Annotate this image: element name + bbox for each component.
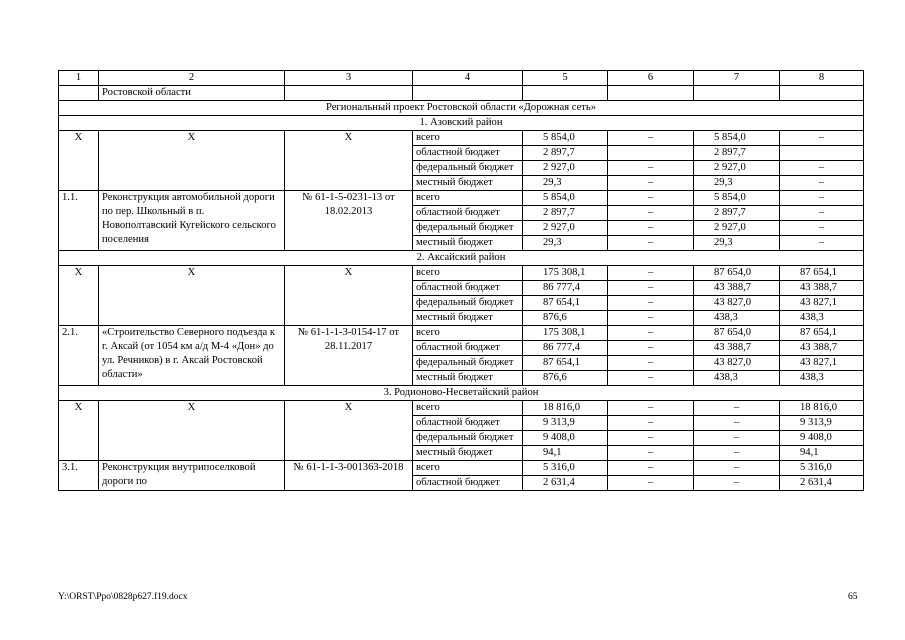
value-cell-col-5: 2 897,7 <box>523 146 608 161</box>
value-cell-col-7: 43 827,0 <box>694 356 780 371</box>
x-mark-cell-1: Х <box>59 131 99 191</box>
value-cell-col-7: – <box>694 446 780 461</box>
x-mark-cell-1: Х <box>59 266 99 326</box>
value-cell-col-8: 2 631,4 <box>780 476 864 491</box>
value-cell-col-8: 43 388,7 <box>780 341 864 356</box>
line-label: всего <box>413 326 523 341</box>
x-mark-cell-3: Х <box>285 266 413 326</box>
object-number: 3.1. <box>59 461 99 491</box>
value-cell-col-7: – <box>694 461 780 476</box>
value-cell-col-8: – <box>780 236 864 251</box>
empty-cell <box>523 86 608 101</box>
footer-file-path: Y:\ORST\Ppo\0828p627.f19.docx <box>58 592 188 602</box>
section-title: 3. Родионово-Несветайский район <box>59 386 864 401</box>
line-label: местный бюджет <box>413 176 523 191</box>
value-cell-col-6: – <box>608 416 694 431</box>
x-mark-cell-1: Х <box>59 401 99 461</box>
object-row <box>59 326 864 341</box>
column-number: 8 <box>780 71 864 86</box>
value-cell-col-8: 87 654,1 <box>780 326 864 341</box>
value-cell-col-8: – <box>780 206 864 221</box>
line-label: всего <box>413 191 523 206</box>
value-cell-col-6: – <box>608 296 694 311</box>
column-number: 1 <box>59 71 99 86</box>
line-label: федеральный бюджет <box>413 296 523 311</box>
section-title-row <box>59 386 864 401</box>
summary-row <box>59 401 864 416</box>
empty-cell <box>285 86 413 101</box>
value-cell-col-8: 43 827,1 <box>780 296 864 311</box>
value-cell-col-8 <box>780 146 864 161</box>
line-label: областной бюджет <box>413 416 523 431</box>
value-cell-col-7: 2 897,7 <box>694 146 780 161</box>
value-cell-col-5: 876,6 <box>523 371 608 386</box>
value-cell-col-8: 94,1 <box>780 446 864 461</box>
value-cell-col-5: 9 408,0 <box>523 431 608 446</box>
line-label: областной бюджет <box>413 341 523 356</box>
value-cell-col-7: 2 897,7 <box>694 206 780 221</box>
object-name: Реконструкция внутрипоселковой дороги по <box>99 461 285 491</box>
line-label: областной бюджет <box>413 146 523 161</box>
value-cell-col-5: 2 927,0 <box>523 221 608 236</box>
value-cell-col-7: 43 827,0 <box>694 296 780 311</box>
value-cell-col-7: 29,3 <box>694 176 780 191</box>
value-cell-col-5: 29,3 <box>523 176 608 191</box>
value-cell-col-5: 9 313,9 <box>523 416 608 431</box>
budget-table <box>58 70 864 491</box>
object-document: № 61-1-1-3-001363-2018 <box>285 461 413 491</box>
line-label: всего <box>413 131 523 146</box>
object-document: № 61-1-5-0231-13 от 18.02.2013 <box>285 191 413 251</box>
empty-cell <box>413 86 523 101</box>
object-row <box>59 461 864 476</box>
project-title: Региональный проект Ростовской области «Дорожная сеть» <box>59 101 864 116</box>
value-cell-col-7: 29,3 <box>694 236 780 251</box>
value-cell-col-8: 43 388,7 <box>780 281 864 296</box>
line-label: местный бюджет <box>413 371 523 386</box>
value-cell-col-6: – <box>608 371 694 386</box>
value-cell-col-6: – <box>608 191 694 206</box>
value-cell-col-6: – <box>608 356 694 371</box>
object-document: № 61-1-1-3-0154-17 от 28.11.2017 <box>285 326 413 386</box>
value-cell-col-5: 94,1 <box>523 446 608 461</box>
value-cell-col-5: 876,6 <box>523 311 608 326</box>
value-cell-col-8: 87 654,1 <box>780 266 864 281</box>
value-cell-col-5: 5 316,0 <box>523 461 608 476</box>
value-cell-col-5: 2 631,4 <box>523 476 608 491</box>
value-cell-col-8: – <box>780 176 864 191</box>
line-label: местный бюджет <box>413 236 523 251</box>
value-cell-col-5: 86 777,4 <box>523 281 608 296</box>
value-cell-col-6: – <box>608 446 694 461</box>
value-cell-col-5: 29,3 <box>523 236 608 251</box>
value-cell-col-7: 43 388,7 <box>694 281 780 296</box>
column-number: 2 <box>99 71 285 86</box>
value-cell-col-5: 2 927,0 <box>523 161 608 176</box>
value-cell-col-8: – <box>780 131 864 146</box>
value-cell-col-5: 5 854,0 <box>523 131 608 146</box>
value-cell-col-7: – <box>694 401 780 416</box>
column-number-row <box>59 71 864 86</box>
value-cell-col-6: – <box>608 326 694 341</box>
value-cell-col-6: – <box>608 476 694 491</box>
value-cell-col-8: – <box>780 191 864 206</box>
value-cell-col-5: 87 654,1 <box>523 296 608 311</box>
line-label: федеральный бюджет <box>413 431 523 446</box>
line-label: федеральный бюджет <box>413 356 523 371</box>
value-cell-col-5: 175 308,1 <box>523 326 608 341</box>
value-cell-col-6: – <box>608 161 694 176</box>
value-cell-col-5: 86 777,4 <box>523 341 608 356</box>
footer-page-number: 65 <box>848 592 858 602</box>
value-cell-col-6: – <box>608 266 694 281</box>
value-cell-col-6: – <box>608 341 694 356</box>
value-cell-col-7: 5 854,0 <box>694 131 780 146</box>
column-number: 5 <box>523 71 608 86</box>
value-cell-col-6: – <box>608 461 694 476</box>
line-label: областной бюджет <box>413 281 523 296</box>
value-cell-col-8: 9 313,9 <box>780 416 864 431</box>
column-number: 6 <box>608 71 694 86</box>
line-label: всего <box>413 401 523 416</box>
value-cell-col-6: – <box>608 221 694 236</box>
line-label: всего <box>413 266 523 281</box>
section-title: 1. Азовский район <box>59 116 864 131</box>
value-cell-col-8: – <box>780 161 864 176</box>
object-number: 1.1. <box>59 191 99 251</box>
line-label: областной бюджет <box>413 206 523 221</box>
value-cell-col-8: 438,3 <box>780 311 864 326</box>
value-cell-col-8: 438,3 <box>780 371 864 386</box>
value-cell-col-5: 5 854,0 <box>523 191 608 206</box>
value-cell-col-7: 87 654,0 <box>694 266 780 281</box>
value-cell-col-7: 438,3 <box>694 371 780 386</box>
value-cell-col-8: 9 408,0 <box>780 431 864 446</box>
line-label: местный бюджет <box>413 311 523 326</box>
x-mark-cell-3: Х <box>285 401 413 461</box>
object-row <box>59 191 864 206</box>
value-cell-col-7: – <box>694 416 780 431</box>
value-cell-col-7: 2 927,0 <box>694 221 780 236</box>
object-name: «Строительство Северного подъезда к г. Аксай (от 1054 км а/д М-4 «Дон» до ул. Речников) в г. Аксай Ростовской области» <box>99 326 285 386</box>
summary-row <box>59 131 864 146</box>
value-cell-col-7: 2 927,0 <box>694 161 780 176</box>
project-title-row <box>59 101 864 116</box>
object-number: 2.1. <box>59 326 99 386</box>
line-label: федеральный бюджет <box>413 221 523 236</box>
line-label: всего <box>413 461 523 476</box>
summary-row <box>59 266 864 281</box>
value-cell-col-6 <box>608 146 694 161</box>
value-cell-col-6: – <box>608 431 694 446</box>
column-number: 3 <box>285 71 413 86</box>
value-cell-col-5: 175 308,1 <box>523 266 608 281</box>
empty-cell <box>694 86 780 101</box>
section-title-row <box>59 251 864 266</box>
value-cell-col-7: – <box>694 476 780 491</box>
value-cell-col-8: – <box>780 221 864 236</box>
section-title: 2. Аксайский район <box>59 251 864 266</box>
value-cell-col-6: – <box>608 281 694 296</box>
value-cell-col-6: – <box>608 401 694 416</box>
object-name: Реконструкция автомобильной дороги по пер. Школьный в п. Новополтавский Кугейского сельского поселения <box>99 191 285 251</box>
empty-cell <box>59 86 99 101</box>
value-cell-col-5: 2 897,7 <box>523 206 608 221</box>
value-cell-col-7: 87 654,0 <box>694 326 780 341</box>
value-cell-col-5: 18 816,0 <box>523 401 608 416</box>
section-title-row <box>59 116 864 131</box>
empty-cell <box>608 86 694 101</box>
value-cell-col-7: 43 388,7 <box>694 341 780 356</box>
value-cell-col-7: 5 854,0 <box>694 191 780 206</box>
column-number: 7 <box>694 71 780 86</box>
line-label: местный бюджет <box>413 446 523 461</box>
value-cell-col-5: 87 654,1 <box>523 356 608 371</box>
value-cell-col-8: 43 827,1 <box>780 356 864 371</box>
line-label: федеральный бюджет <box>413 161 523 176</box>
value-cell-col-6: – <box>608 206 694 221</box>
value-cell-col-7: – <box>694 431 780 446</box>
empty-cell <box>780 86 864 101</box>
x-mark-cell-3: Х <box>285 131 413 191</box>
region-label: Ростовской области <box>99 86 285 101</box>
x-mark-cell-2: Х <box>99 401 285 461</box>
x-mark-cell-2: Х <box>99 131 285 191</box>
region-continuation-row <box>59 86 864 101</box>
column-number: 4 <box>413 71 523 86</box>
value-cell-col-6: – <box>608 131 694 146</box>
line-label: областной бюджет <box>413 476 523 491</box>
value-cell-col-8: 5 316,0 <box>780 461 864 476</box>
x-mark-cell-2: Х <box>99 266 285 326</box>
value-cell-col-7: 438,3 <box>694 311 780 326</box>
value-cell-col-6: – <box>608 236 694 251</box>
value-cell-col-8: 18 816,0 <box>780 401 864 416</box>
value-cell-col-6: – <box>608 311 694 326</box>
value-cell-col-6: – <box>608 176 694 191</box>
